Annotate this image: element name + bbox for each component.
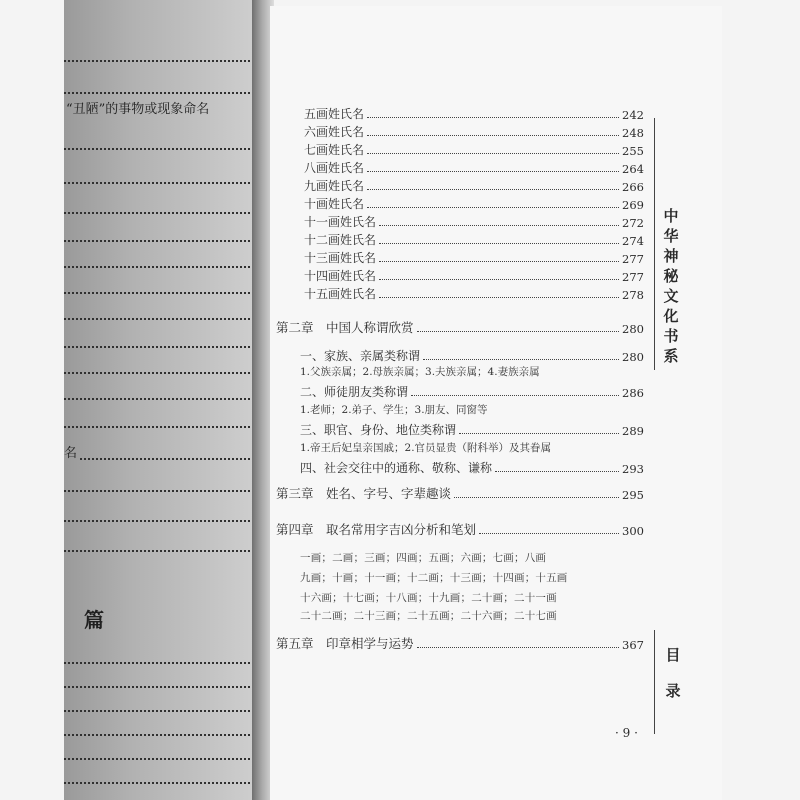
toc-section-note: 1.父族亲属；2.母族亲属；3.夫族亲属；4.妻族亲属 — [300, 366, 540, 378]
toc-entry-label: 十画姓氏名 — [304, 197, 365, 211]
toc-entry-label: 十三画姓氏名 — [304, 251, 377, 265]
dotted-leader — [379, 243, 619, 244]
stroke-count-row: 十六画；十七画；十八画；十九画；二十画；二十一画 — [300, 592, 557, 604]
toc-entry-label: 九画姓氏名 — [304, 179, 365, 193]
dotted-leader — [367, 153, 619, 154]
toc-entry-page: 269 — [622, 198, 644, 212]
toc-entry — [304, 284, 644, 302]
toc-entry — [304, 266, 644, 284]
toc-chapter-label: 第三章 姓名、字号、字辈趣谈 — [276, 486, 452, 501]
toc-entry-label: 五画姓氏名 — [304, 107, 365, 121]
dotted-leader — [367, 189, 619, 190]
dotted-leader — [367, 117, 619, 118]
page-number: · 9 · — [615, 726, 638, 740]
series-title-char: 书 — [663, 327, 679, 345]
series-title-char: 华 — [663, 227, 679, 245]
toc-entry-label: 十五画姓氏名 — [304, 287, 377, 301]
dotted-leader — [417, 647, 620, 648]
dotted-leader — [64, 92, 254, 94]
toc-entry-label: 六画姓氏名 — [304, 125, 365, 139]
dotted-leader — [459, 433, 619, 434]
toc-entry-page: 264 — [622, 162, 644, 176]
toc-entry-label: 十二画姓氏名 — [304, 233, 377, 247]
toc-chapter-page: 280 — [622, 322, 644, 336]
dotted-leader — [64, 148, 254, 150]
toc-entry-page: 277 — [622, 270, 644, 284]
toc-entry — [304, 176, 644, 194]
dotted-leader — [64, 372, 254, 374]
toc-chapter-label: 第二章 中国人称谓欣赏 — [276, 320, 414, 335]
dotted-leader — [80, 458, 262, 460]
series-divider-line — [654, 118, 655, 370]
toc-chapter — [276, 484, 644, 502]
dotted-leader — [379, 225, 619, 226]
dotted-leader — [379, 279, 619, 280]
toc-entry-page: 274 — [622, 234, 644, 248]
dotted-leader — [454, 497, 619, 498]
left-page-part-heading: 篇 — [84, 608, 104, 632]
toc-section — [300, 382, 644, 400]
dotted-leader — [64, 398, 254, 400]
left-facing-page — [64, 0, 262, 800]
toc-entry-page: 242 — [622, 108, 644, 122]
toc-entry-label: 七画姓氏名 — [304, 143, 365, 157]
toc-entry — [304, 248, 644, 266]
dotted-leader — [64, 662, 254, 664]
dotted-leader — [64, 734, 254, 736]
dotted-leader — [64, 318, 254, 320]
section-label-mu: 目 — [665, 646, 681, 664]
toc-chapter-page: 367 — [622, 638, 644, 652]
toc-entry-page: 272 — [622, 216, 644, 230]
toc-entry — [304, 212, 644, 230]
background-surface — [722, 0, 800, 800]
dotted-leader — [64, 292, 254, 294]
toc-section — [300, 420, 644, 438]
series-title — [660, 206, 682, 366]
toc-chapter-page: 295 — [622, 488, 644, 502]
toc-chapter — [276, 634, 644, 652]
dotted-leader — [423, 359, 619, 360]
toc-section-label: 二、师徒朋友类称谓 — [300, 385, 409, 399]
toc-section — [300, 458, 644, 476]
toc-entry-label: 八画姓氏名 — [304, 161, 365, 175]
dotted-leader — [64, 490, 254, 492]
dotted-leader — [367, 171, 619, 172]
series-title-char: 化 — [663, 307, 679, 325]
left-page-entry: 名 — [64, 446, 78, 461]
dotted-leader — [64, 426, 254, 428]
series-title-char: 文 — [663, 287, 679, 305]
toc-entry-page: 255 — [622, 144, 644, 158]
toc-entry — [304, 230, 644, 248]
toc-section-label: 三、职官、身份、地位类称谓 — [300, 423, 457, 437]
series-divider-line — [654, 630, 655, 734]
toc-section — [300, 346, 644, 364]
series-title-char: 秘 — [663, 267, 679, 285]
toc-page — [270, 6, 722, 800]
toc-entry-page: 277 — [622, 252, 644, 266]
dotted-leader — [64, 212, 254, 214]
toc-chapter-label: 第四章 取名常用字吉凶分析和笔划 — [276, 522, 477, 537]
toc-entry-page: 278 — [622, 288, 644, 302]
dotted-leader — [411, 395, 619, 396]
section-label-lu: 录 — [665, 682, 681, 700]
stroke-count-row: 一画；二画；三画；四画；五画；六画；七画；八画 — [300, 552, 547, 564]
toc-section-note: 1.老师；2.弟子、学生；3.朋友、同窗等 — [300, 404, 488, 416]
toc-section-page: 293 — [622, 462, 644, 476]
toc-section-page: 280 — [622, 350, 644, 364]
toc-chapter — [276, 520, 644, 538]
toc-entry — [304, 194, 644, 212]
dotted-leader — [64, 520, 254, 522]
left-page-entry: “丑陋”的事物或现象命名 — [66, 102, 210, 117]
dotted-leader — [64, 710, 254, 712]
dotted-leader — [64, 550, 254, 552]
dotted-leader — [367, 135, 619, 136]
series-title-char: 神 — [663, 247, 679, 265]
dotted-leader — [64, 346, 254, 348]
dotted-leader — [479, 533, 619, 534]
series-title-char: 中 — [663, 207, 679, 225]
dotted-leader — [64, 60, 254, 62]
series-title-char: 系 — [663, 347, 679, 365]
toc-chapter — [276, 318, 644, 336]
toc-entry-page: 248 — [622, 126, 644, 140]
dotted-leader — [64, 240, 254, 242]
toc-section-label: 四、社会交往中的通称、敬称、谦称 — [300, 461, 493, 475]
dotted-leader — [64, 266, 254, 268]
toc-entry-page: 266 — [622, 180, 644, 194]
dotted-leader — [64, 686, 254, 688]
toc-section-page: 286 — [622, 386, 644, 400]
toc-entry — [304, 104, 644, 122]
dotted-leader — [417, 331, 620, 332]
toc-entry — [304, 140, 644, 158]
toc-section-page: 289 — [622, 424, 644, 438]
toc-entry — [304, 158, 644, 176]
dotted-leader — [379, 261, 619, 262]
toc-entry — [304, 122, 644, 140]
toc-entry-label: 十一画姓氏名 — [304, 215, 377, 229]
toc-chapter-label: 第五章 印章相学与运势 — [276, 636, 414, 651]
dotted-leader — [64, 758, 254, 760]
toc-entry-label: 十四画姓氏名 — [304, 269, 377, 283]
stroke-count-row: 二十二画；二十三画；二十五画；二十六画；二十七画 — [300, 610, 557, 622]
dotted-leader — [379, 297, 619, 298]
dotted-leader — [367, 207, 619, 208]
dotted-leader — [64, 782, 254, 784]
toc-chapter-page: 300 — [622, 524, 644, 538]
toc-section-note: 1.帝王后妃皇亲国戚；2.官员显贵（附科举）及其眷属 — [300, 442, 552, 454]
dotted-leader — [495, 471, 619, 472]
toc-section-label: 一、家族、亲属类称谓 — [300, 349, 421, 363]
stroke-count-row: 九画；十画；十一画；十二画；十三画；十四画；十五画 — [300, 572, 568, 584]
dotted-leader — [64, 182, 254, 184]
